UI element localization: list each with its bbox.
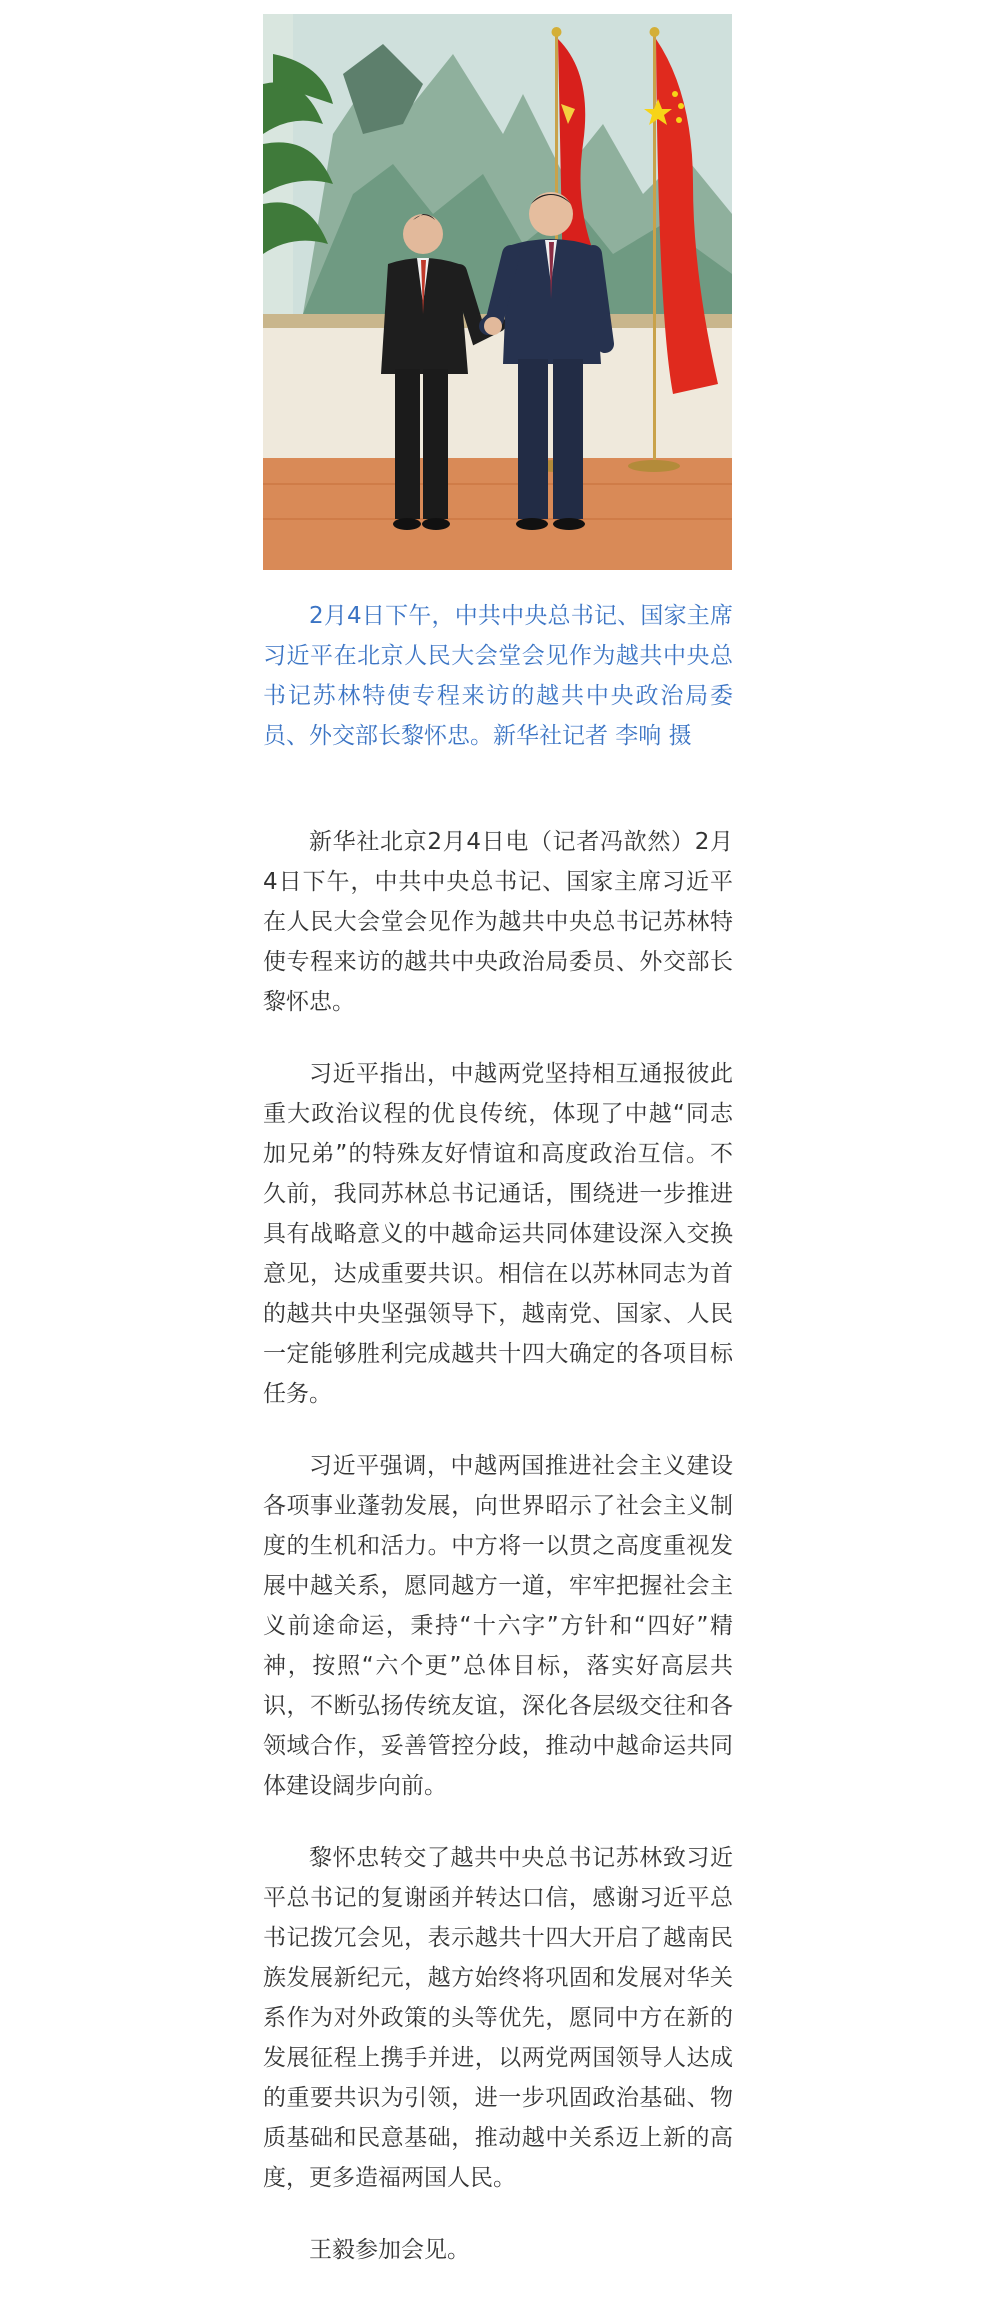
article-body xyxy=(263,822,733,2302)
article-paragraph: 新华社北京2月4日电（记者冯歆然）2月4日下午，中共中央总书记、国家主席习近平在人民大会堂会见作为越共中央总书记苏林特使专程来访的越共中央政治局委员、外交部长黎怀忠。 xyxy=(263,829,733,1015)
news-photo xyxy=(263,14,732,570)
article-paragraph: 黎怀忠转交了越共中央总书记苏林致习近平总书记的复谢函并转达口信，感谢习近平总书记拨冗会见，表示越共十四大开启了越南民族发展新纪元，越方始终将巩固和发展对华关系作为对外政策的头等优先，愿同中方在新的发展征程上携手并进，以两党两国领导人达成的重要共识为引领，进一步巩固政治基础、物质基础和民意基础，推动越中关系迈上新的高度，更多造福两国人民。 xyxy=(263,1845,733,2191)
article-paragraph: 习近平指出，中越两党坚持相互通报彼此重大政治议程的优良传统，体现了中越“同志加兄弟”的特殊友好情谊和高度政治互信。不久前，我同苏林总书记通话，围绕进一步推进具有战略意义的中越命运共同体建设深入交换意见，达成重要共识。相信在以苏林同志为首的越共中央坚强领导下，越南党、国家、人民一定能够胜利完成越共十四大确定的各项目标任务。 xyxy=(263,1061,733,1407)
photo-caption: 2月4日下午，中共中央总书记、国家主席习近平在北京人民大会堂会见作为越共中央总书记苏林特使专程来访的越共中央政治局委员、外交部长黎怀忠。新华社记者 李响 摄 xyxy=(263,603,733,749)
handshake-photo-illustration xyxy=(263,14,732,570)
article-paragraph: 习近平强调，中越两国推进社会主义建设各项事业蓬勃发展，向世界昭示了社会主义制度的生机和活力。中方将一以贯之高度重视发展中越关系，愿同越方一道，牢牢把握社会主义前途命运，秉持“十六字”方针和“四好”精神，按照“六个更”总体目标，落实好高层共识，不断弘扬传统友谊，深化各层级交往和各领域合作，妥善管控分歧，推动中越命运共同体建设阔步向前。 xyxy=(263,1453,733,1799)
article-paragraph: 王毅参加会见。 xyxy=(309,2237,470,2263)
